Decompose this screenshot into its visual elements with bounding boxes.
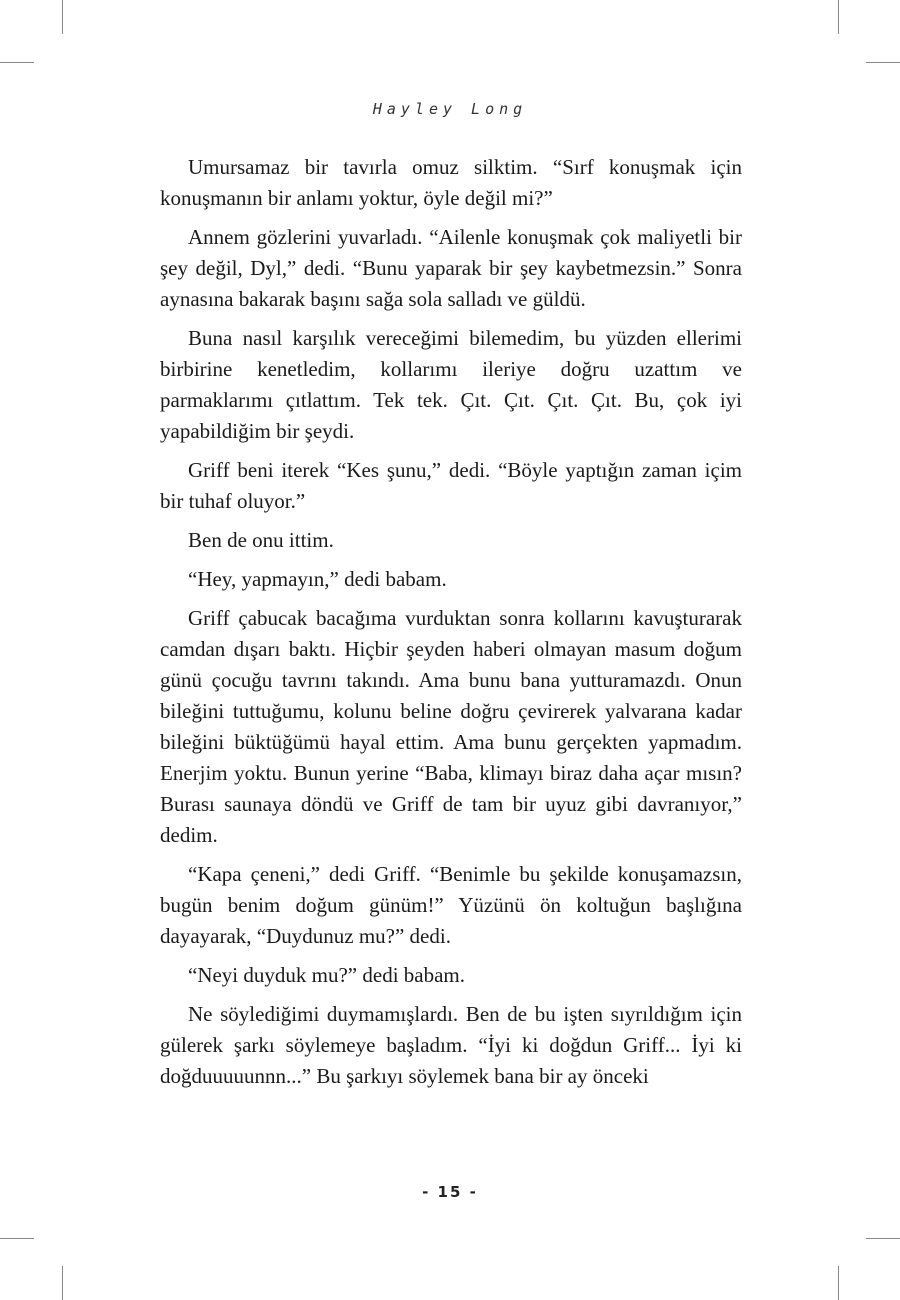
paragraph: Ne söylediğimi duymamışlardı. Ben de bu işten sıyrıldığım için gülerek şarkı söylemeye başladım. “İyi ki doğdun Griff... İyi ki doğduuuuunnn...” Bu şarkıyı söylemek bana bir ay önceki	[160, 1002, 742, 1088]
paragraph: Annem gözlerini yuvarladı. “Ailenle konuşmak çok maliyetli bir şey değil, Dyl,” dedi. “Bunu yaparak bir şey kaybetmezsin.” Sonra aynasına bakarak başını sağa sola salladı ve güldü.	[160, 225, 742, 311]
crop-mark-top-right	[838, 0, 839, 34]
body-text	[160, 152, 742, 1100]
paragraph: Ben de onu ittim.	[188, 528, 334, 552]
paragraph: “Kapa çeneni,” dedi Griff. “Benimle bu şekilde konuşamazsın, bugün benim doğum günüm!” Yüzünü ön koltuğun başlığına dayayarak, “Duydunuz mu?” dedi.	[160, 862, 742, 948]
paragraph: Umursamaz bir tavırla omuz silktim. “Sırf konuşmak için konuşmanın bir anlamı yoktur, öyle değil mi?”	[160, 155, 742, 210]
crop-mark-left-top	[0, 62, 34, 63]
running-head-author: Hayley Long	[372, 100, 528, 118]
crop-mark-right-bottom	[866, 1238, 900, 1239]
crop-mark-bottom-left	[62, 1266, 63, 1300]
paragraph: “Hey, yapmayın,” dedi babam.	[188, 567, 447, 591]
paragraph: Griff çabucak bacağıma vurduktan sonra kollarını kavuşturarak camdan dışarı baktı. Hiçbir şeyden haberi olmayan masum doğum günü çocuğu tavrını takındı. Ama bunu bana yutturamazdı. Onun bileğini tuttuğumu, kolunu beline doğru çevirerek yalvarana kadar bileğini büktüğümü hayal ettim. Ama bunu gerçekten yapmadım. Enerjim yoktu. Bunun yerine “Baba, klimayı biraz daha açar mısın? Burası saunaya döndü ve Griff de tam bir uyuz gibi davranıyor,” dedim.	[160, 606, 742, 847]
crop-mark-bottom-right	[838, 1266, 839, 1300]
page-number: - 15 -	[422, 1183, 478, 1201]
crop-mark-right-top	[866, 62, 900, 63]
paragraph: Griff beni iterek “Kes şunu,” dedi. “Böyle yaptığın zaman içim bir tuhaf oluyor.”	[160, 458, 742, 513]
crop-mark-top-left	[62, 0, 63, 34]
paragraph: “Neyi duyduk mu?” dedi babam.	[188, 963, 465, 987]
crop-mark-left-bottom	[0, 1238, 34, 1239]
paragraph: Buna nasıl karşılık vereceğimi bilemedim, bu yüzden ellerimi birbirine kenetledim, kollarımı ileriye doğru uzattım ve parmaklarımı çıtlattım. Tek tek. Çıt. Çıt. Çıt. Çıt. Bu, çok iyi yapabildiğim bir şeydi.	[160, 326, 742, 443]
